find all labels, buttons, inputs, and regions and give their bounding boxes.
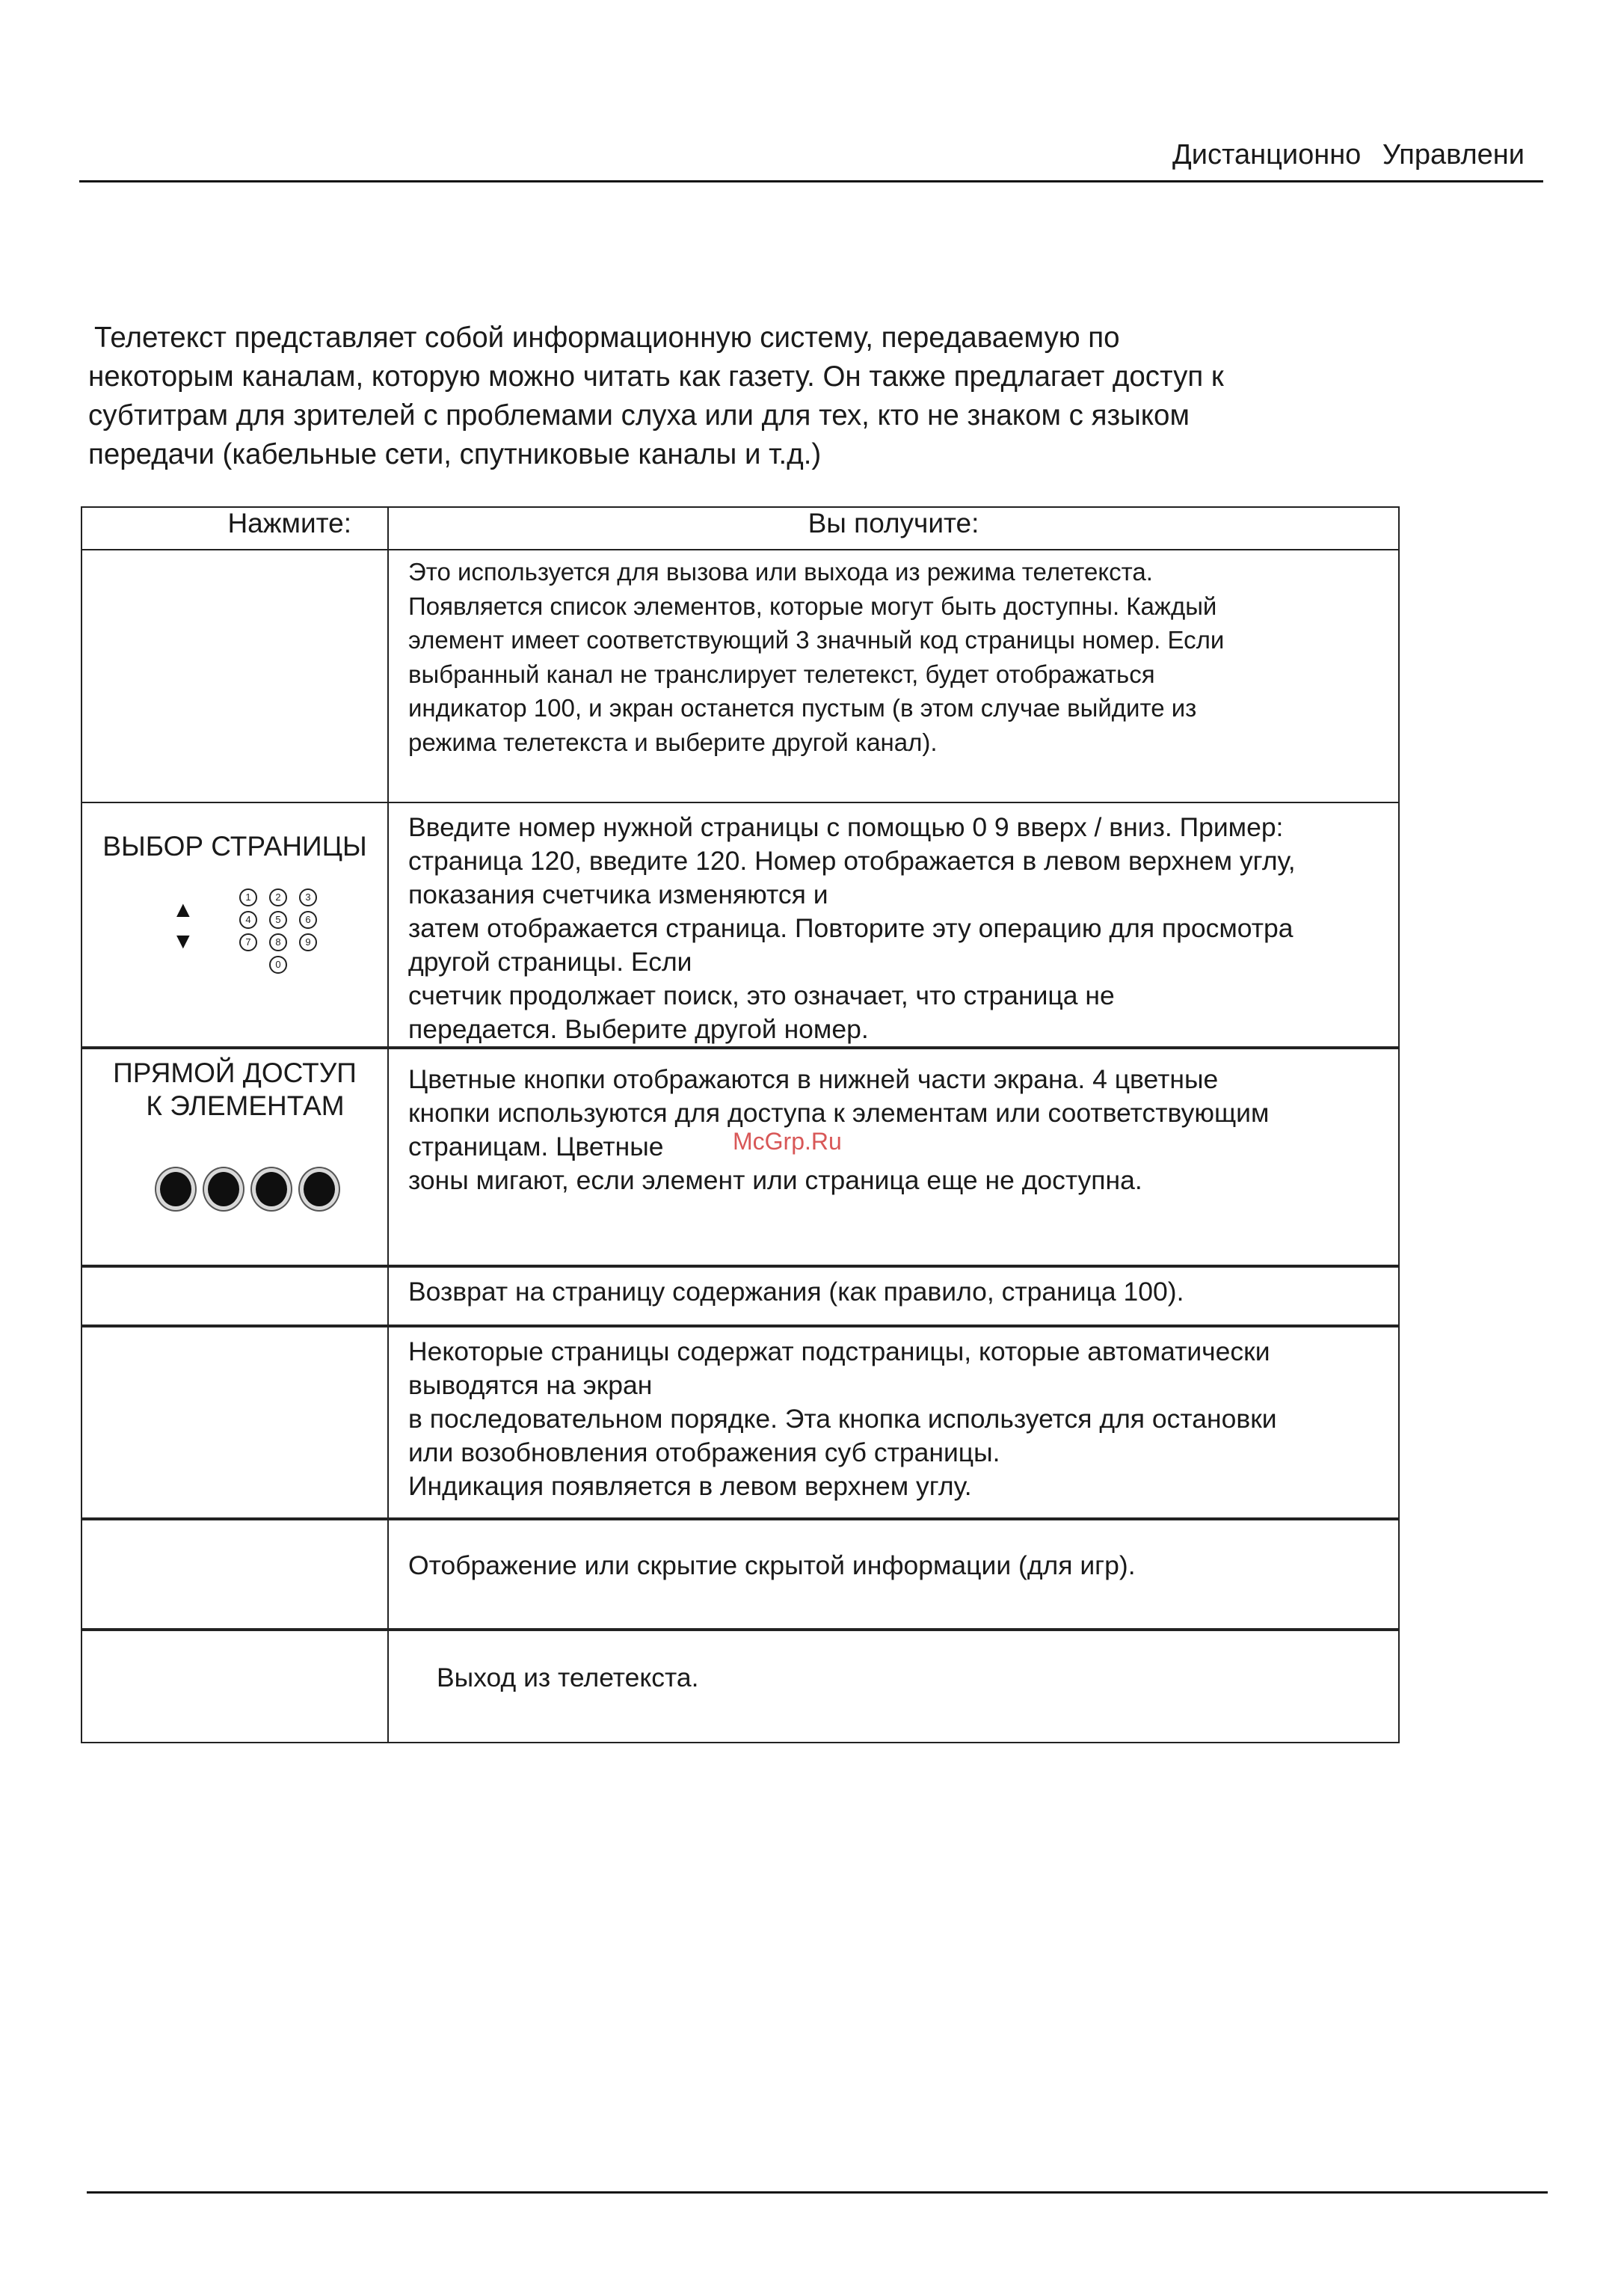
footer-rule [87, 2191, 1548, 2194]
key-cell [81, 550, 388, 802]
key-cell [81, 1326, 388, 1519]
description-line: выбранный канал не транслирует телетекст, будет отображаться [408, 660, 1155, 688]
intro-line: некоторым каналам, которую можно читать как газету. Он также предлагает доступ к [88, 360, 1224, 393]
description-line: Цветные кнопки отображаются в нижней части экрана. 4 цветные [408, 1064, 1219, 1094]
color-button-icon [160, 1172, 191, 1206]
numpad-key-icon: 7 [239, 933, 257, 951]
description-line: Отображение или скрытие скрытой информации (для игр). [408, 1550, 1136, 1580]
numpad-key-icon: 3 [299, 888, 317, 906]
header-rule [79, 180, 1543, 182]
header-press: Нажмите: [81, 507, 388, 550]
table-header-row [81, 507, 1399, 550]
description-line: элемент имеет соответствующий 3 значный код страницы номер. Если [408, 626, 1225, 654]
key-cell [81, 1048, 388, 1266]
table-row [81, 1630, 1399, 1743]
direct-access-label [82, 1049, 387, 1123]
header-title: Дистанционно Управлени [1172, 139, 1525, 171]
description-line: Появляется список элементов, которые могут быть доступны. Каждый [408, 592, 1217, 620]
intro-line: Телетекст представляет собой информационную систему, передаваемую по [94, 322, 1120, 354]
description-line: индикатор 100, и экран останется пустым (в этом случае выйдите из [408, 694, 1197, 722]
numpad-key-icon: 4 [239, 911, 257, 929]
watermark: McGrp.Ru [733, 1128, 842, 1155]
intro-paragraph [88, 319, 1359, 474]
description-line: Индикация появляется в левом верхнем углу. [408, 1471, 972, 1501]
table-row [81, 550, 1399, 802]
description-line: передается. Выберите другой номер. [408, 1014, 869, 1044]
description-line: показания счетчика изменяются и [408, 880, 828, 909]
teletext-table [81, 506, 1400, 1743]
description-cell [388, 1630, 1399, 1743]
table-row [81, 1519, 1399, 1630]
description-line: выводятся на экран [408, 1370, 653, 1400]
description-line: или возобновления отображения суб страницы. [408, 1437, 1000, 1467]
description-cell [388, 802, 1399, 1048]
description-line: Введите номер нужной страницы с помощью 0 9 вверх / вниз. Пример: [408, 812, 1284, 842]
color-button-icon [304, 1172, 335, 1206]
numpad-key-icon: 6 [299, 911, 317, 929]
page-select-keys [82, 863, 387, 983]
color-button-icon [256, 1172, 287, 1206]
description-line: Это используется для вызова или выхода из режима телетекста. [408, 558, 1153, 586]
description-line: кнопки используются для доступа к элементам или соответствующим [408, 1098, 1270, 1128]
numpad-key-icon: 2 [269, 888, 287, 906]
description-line: затем отображается страница. Повторите эту операцию для просмотра [408, 913, 1294, 943]
header-get: Вы получите: [388, 507, 1399, 550]
description-line: Выход из телетекста. [437, 1663, 699, 1692]
numpad-key-icon: 5 [269, 911, 287, 929]
description-line: страница 120, введите 120. Номер отображается в левом верхнем углу, [408, 846, 1296, 876]
numpad-key-icon: 0 [269, 956, 287, 974]
intro-line: субтитрам для зрителей с проблемами слуха или для тех, кто не знаком с языком [88, 399, 1190, 432]
description-line: другой страницы. Если [408, 947, 692, 977]
description-line: Некоторые страницы содержат подстраницы, которые автоматически [408, 1336, 1270, 1366]
table-row [81, 1266, 1399, 1326]
key-cell [81, 802, 388, 1048]
numpad-key-icon: 9 [299, 933, 317, 951]
direct-access-label-line: ПРЯМОЙ ДОСТУП [113, 1058, 357, 1088]
intro-line: передачи (кабельные сети, спутниковые каналы и т.д.) [88, 438, 822, 470]
description-line: страницам. Цветные [408, 1132, 664, 1161]
color-buttons-icon [82, 1172, 387, 1247]
table-row [81, 1048, 1399, 1266]
numpad-key-icon: 1 [239, 888, 257, 906]
description-line: режима телетекста и выберите другой канал). [408, 728, 938, 756]
table-row [81, 1326, 1399, 1519]
key-cell [81, 1266, 388, 1326]
description-line: Возврат на страницу содержания (как правило, страница 100). [408, 1277, 1184, 1307]
description-cell [388, 1266, 1399, 1326]
direct-access-label-line: К ЭЛЕМЕНТАМ [146, 1090, 345, 1121]
arrow-up-icon: ▲ [172, 897, 194, 922]
description-line: в последовательном порядке. Эта кнопка используется для остановки [408, 1404, 1277, 1434]
description-cell [388, 550, 1399, 802]
description-cell [388, 1519, 1399, 1630]
table-row [81, 802, 1399, 1048]
description-cell [388, 1326, 1399, 1519]
arrow-down-icon: ▼ [172, 929, 194, 954]
description-line: счетчик продолжает поиск, это означает, что страница не [408, 980, 1115, 1010]
key-cell [81, 1519, 388, 1630]
description-line: зоны мигают, если элемент или страница еще не доступна. [408, 1165, 1142, 1195]
page-select-label: ВЫБОР СТРАНИЦЫ [102, 831, 367, 862]
description-cell [388, 1048, 1399, 1266]
color-button-icon [208, 1172, 239, 1206]
numpad-key-icon: 8 [269, 933, 287, 951]
key-cell [81, 1630, 388, 1743]
